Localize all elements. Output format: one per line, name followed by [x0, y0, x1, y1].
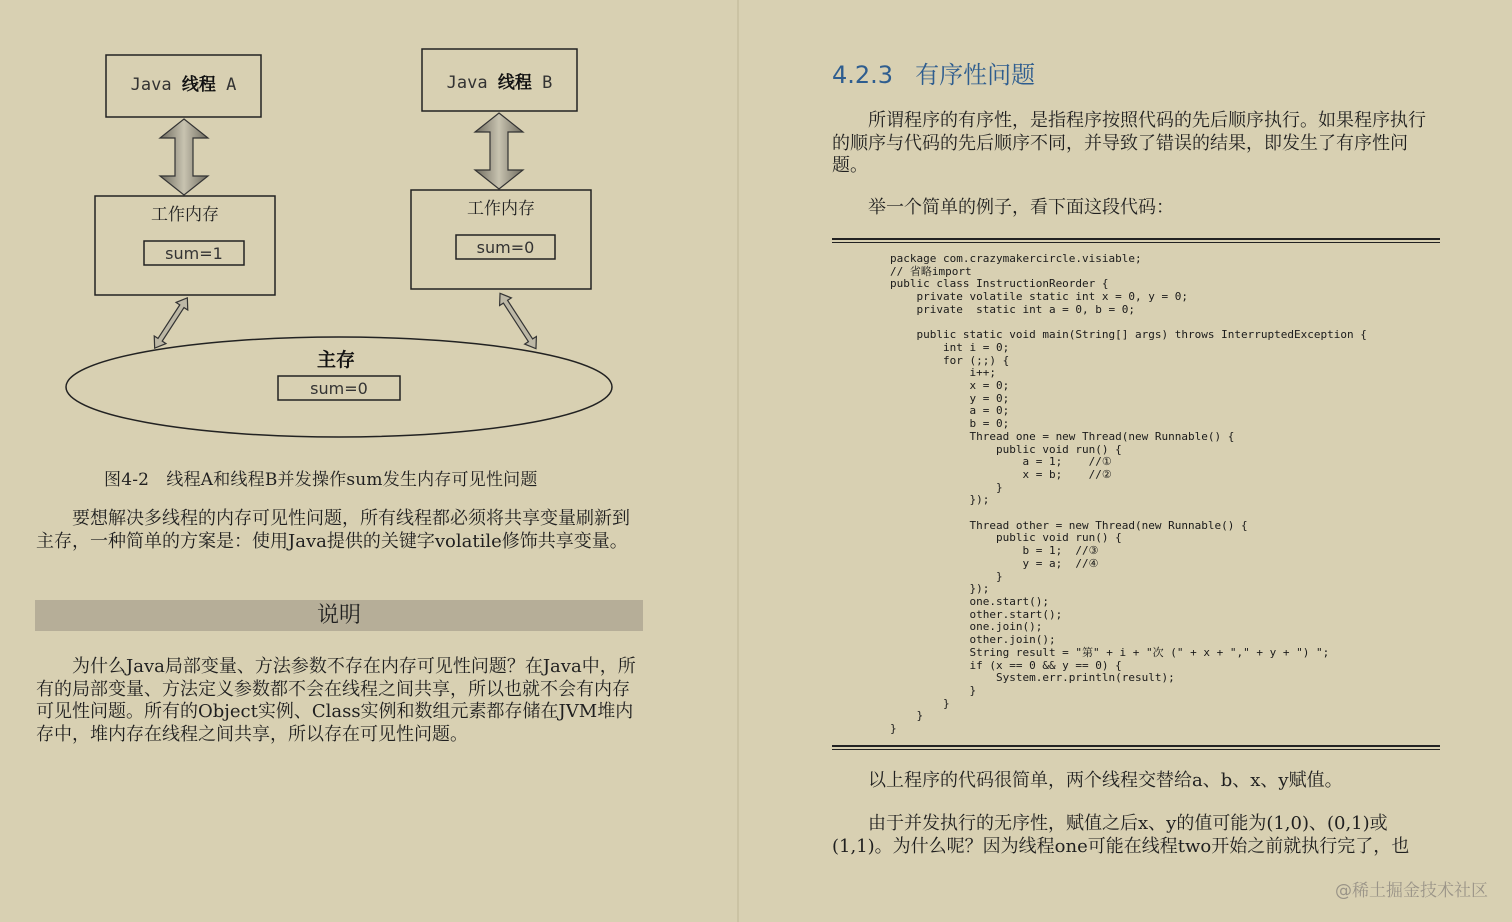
code-top-rule — [832, 238, 1440, 243]
figure-caption: 图4-2 线程A和线程B并发操作sum发生内存可见性问题 — [104, 470, 538, 490]
left-page — [0, 0, 737, 922]
note-paragraph: 为什么Java局部变量、方法参数不存在内存可见性问题？在Java中，所有的局部变量、方法定义参数都不会在线程之间共享，所以也就不会有内存可见性问题。所有的Object实例、Class实例和数组元素都存储在JVM堆内存中，堆内存在线程之间共享，所以存在可见性问题。 — [36, 656, 636, 745]
section-number: 4.2.3 — [832, 61, 894, 89]
paragraph: 所谓程序的有序性，是指程序按照代码的先后顺序执行。如果程序执行的顺序与代码的先后顺序不同，并导致了错误的结果，即发生了有序性问题。 — [832, 110, 1426, 176]
diagonal-arrow-icon — [149, 294, 193, 352]
code-listing: package com.crazymakercircle.visiable; // 省略import public class InstructionReorder { private volatile static int x = 0, y = 0; private static int a = 0, b = 0; public static void main(String[] args) throws InterruptedException { int i = 0; for (;;) { i++; x = 0; y = 0; a = 0; b = 0; Thread one = new Thread(new Runnable() { public void run() { a = 1; //① x = b; //② } }); Thread other = new Thread(new Runnable() { public void run() { b = 1; //③ y = a; //④ } }); one.start(); other.start(); one.join(); other.join(); String result = "第" + i + "次 (" + x + "," + y + ") "; if (x == 0 && y == 0) { System.err.println(result); } } } } — [890, 252, 1367, 736]
paragraph: 举一个简单的例子，看下面这段代码： — [832, 197, 1174, 218]
memory-diagram — [0, 0, 737, 460]
section-heading — [832, 55, 1035, 90]
double-arrow-icon — [160, 119, 208, 195]
thread-a-label: Java 线程 A — [130, 75, 237, 95]
diagonal-arrow-icon — [494, 290, 542, 353]
watermark: @稀土掘金技术社区 — [1335, 881, 1488, 901]
sum-b-label: sum=0 — [476, 238, 535, 257]
paragraph: 要想解决多线程的内存可见性问题，所有线程都必须将共享变量刷新到主存，一种简单的方案是：使用Java提供的关键字volatile修饰共享变量。 — [36, 508, 630, 552]
double-arrow-icon — [475, 113, 523, 189]
main-memory-label: 主存 — [316, 349, 356, 371]
working-memory-b-label: 工作内存 — [467, 199, 535, 219]
section-title: 有序性问题 — [915, 61, 1036, 89]
paragraph: 由于并发执行的无序性，赋值之后x、y的值可能为(1,0)、(0,1)或(1,1)。为什么呢？因为线程one可能在线程two开始之前就执行完了，也 — [832, 813, 1410, 857]
thread-b-label: Java 线程 B — [446, 73, 553, 93]
note-heading: 说明 — [35, 600, 643, 631]
sum-main-label: sum=0 — [310, 379, 368, 398]
working-memory-a-label: 工作内存 — [151, 205, 219, 225]
paragraph: 以上程序的代码很简单，两个线程交替给a、b、x、y赋值。 — [832, 770, 1343, 791]
sum-a-label: sum=1 — [165, 244, 223, 263]
code-bottom-rule — [832, 745, 1440, 750]
